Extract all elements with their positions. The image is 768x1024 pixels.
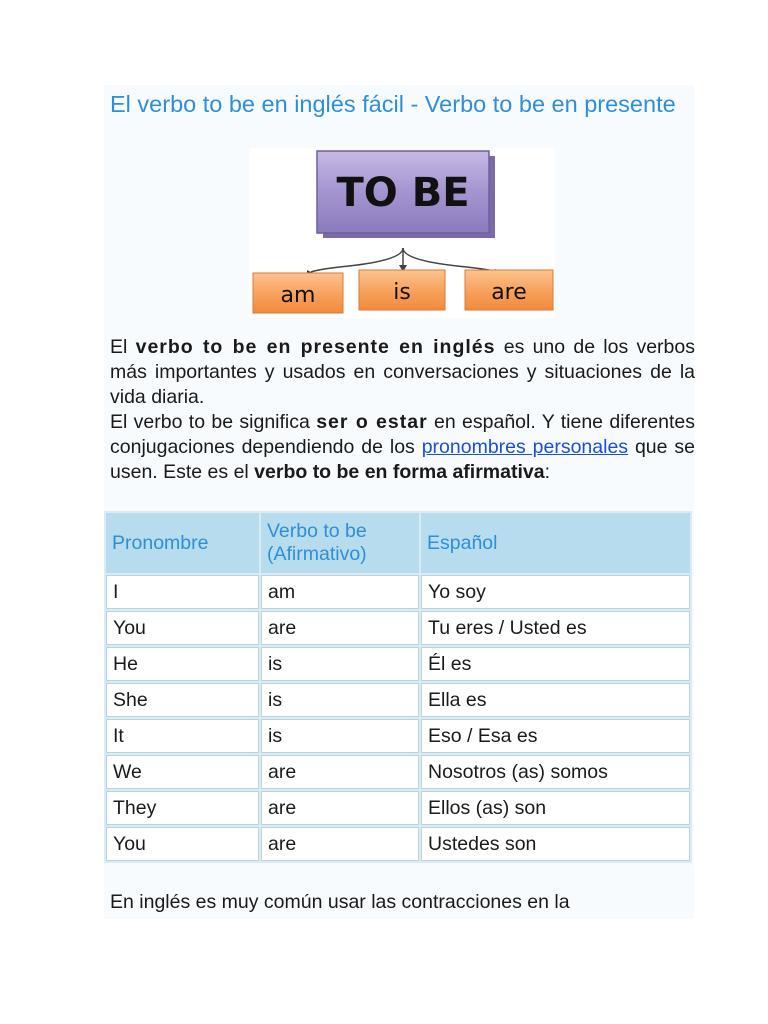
table-row — [106, 827, 690, 861]
cell-translation: Yo soy — [421, 575, 690, 609]
intro-p2-prefix: El verbo to be significa — [110, 411, 317, 433]
cell-translation: Ustedes son — [421, 827, 690, 861]
intro-p2-suffix2: que se usen. Este es el — [110, 436, 696, 483]
intro-p2-suffix: en español. Y tiene diferentes conjugaciones dependiendo de los — [110, 411, 695, 458]
cell-verb: am — [261, 575, 419, 609]
to-be-diagram — [249, 148, 555, 318]
table-row — [106, 683, 690, 717]
cell-verb: is — [261, 719, 419, 753]
cell-translation: Tu eres / Usted es — [421, 611, 690, 645]
header-verbo: Verbo to be (Afirmativo) — [261, 513, 419, 573]
table-row — [106, 755, 690, 789]
cell-translation: Ella es — [421, 683, 690, 717]
cell-pronoun: You — [106, 827, 259, 861]
cell-translation: Ellos (as) son — [421, 791, 690, 825]
table-row — [106, 647, 690, 681]
document-page — [104, 85, 694, 919]
page-title: El verbo to be en inglés fácil - Verbo to be en presente — [110, 91, 676, 117]
cell-verb: is — [261, 647, 419, 681]
intro-paragraph-1 — [110, 335, 695, 410]
cell-translation: Nosotros (as) somos — [421, 755, 690, 789]
intro-p2-bold2: verbo to be en forma afirmativa — [254, 461, 545, 483]
footer-text: En inglés es muy común usar las contracciones en la — [110, 891, 570, 913]
cell-verb: is — [261, 683, 419, 717]
cell-verb: are — [261, 611, 419, 645]
cell-verb: are — [261, 791, 419, 825]
arrow-am — [311, 248, 403, 272]
cell-translation: Él es — [421, 647, 690, 681]
table-row — [106, 611, 690, 645]
intro-p2-bold: ser o estar — [316, 411, 428, 433]
header-espanol: Español — [421, 513, 690, 573]
intro-p1-suffix: es uno de los verbos más importantes y usados en conversaciones y situaciones de la vida diaria. — [110, 336, 695, 408]
header-pronombre: Pronombre — [106, 513, 259, 573]
cell-translation: Eso / Esa es — [421, 719, 690, 753]
main-label: TO BE — [336, 170, 470, 216]
cell-pronoun: He — [106, 647, 259, 681]
branch-label-am: am — [280, 283, 316, 308]
cell-pronoun: They — [106, 791, 259, 825]
intro-paragraph-2 — [110, 410, 695, 485]
pronombres-personales-link[interactable]: pronombres personales — [421, 436, 629, 458]
cell-pronoun: We — [106, 755, 259, 789]
cell-pronoun: She — [106, 683, 259, 717]
branch-label-is: is — [393, 280, 411, 305]
table-row — [106, 575, 690, 609]
conjugation-table — [104, 511, 692, 863]
cell-pronoun: You — [106, 611, 259, 645]
intro-p1-bold: verbo to be en presente en inglés — [135, 336, 496, 358]
cell-pronoun: It — [106, 719, 259, 753]
cell-verb: are — [261, 755, 419, 789]
to-be-diagram-svg — [249, 148, 555, 318]
branch-label-are: are — [491, 280, 527, 305]
table-row — [106, 719, 690, 753]
intro-p2-end: : — [544, 461, 551, 483]
table-header-row — [106, 513, 690, 573]
intro-p1-prefix: El — [110, 336, 136, 358]
cell-verb: are — [261, 827, 419, 861]
arrow-are — [403, 248, 499, 272]
cell-pronoun: I — [106, 575, 259, 609]
table-row — [106, 791, 690, 825]
intro-text — [110, 335, 695, 485]
